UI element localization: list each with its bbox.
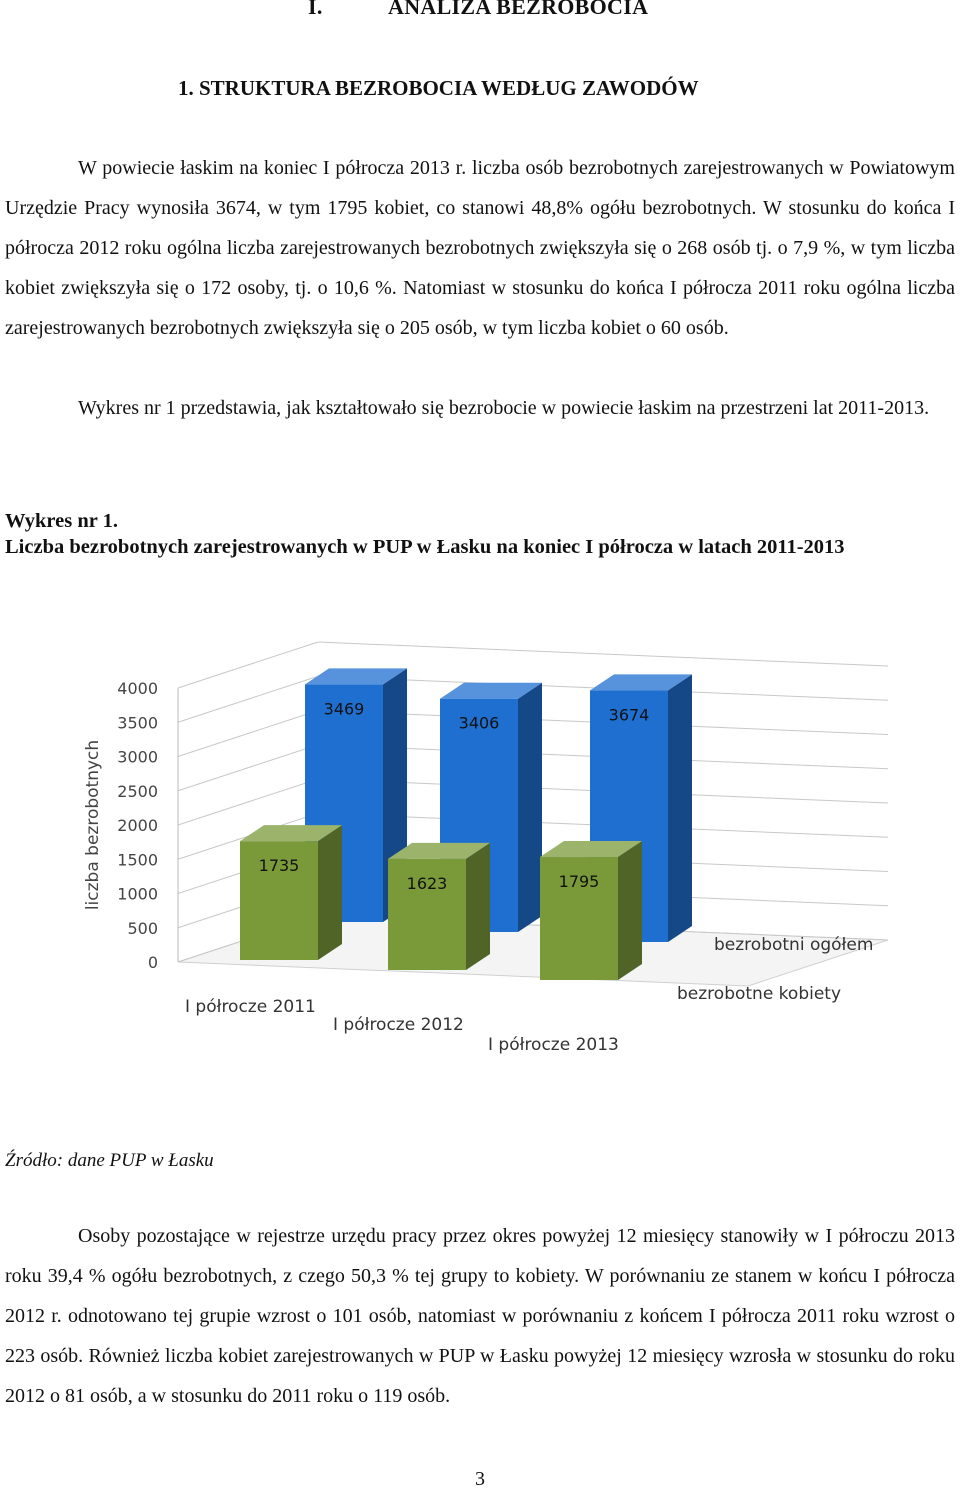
y-tick-label: 3000	[117, 747, 158, 767]
y-tick-label: 500	[127, 918, 158, 938]
y-axis-label: liczba bezrobotnych	[83, 739, 103, 911]
paragraph-long-term-text: Osoby pozostające w rejestrze urzędu pracy przez okres powyżej 12 miesięcy stanowiły w I półroczu 2013 roku 39,4 % ogółu bezrobotnych, z czego 50,3 % tej grupy to kobiety. W porównaniu ze stanem w końcu I półrocza 2012 r. odnotowano tej grupie wzrost o 101 osób, natomiast w porównaniu z końcem I półrocza 2011 roku wzrost o 223 osób. Również liczba kobiet zarejestrowanych w PUP w Łasku powyżej 12 miesięcy wzrosła w stosunku do roku 2012 o 81 osób, a w stosunku do 2011 roku o 119 osób.	[5, 1225, 955, 1407]
gridline-side	[178, 642, 318, 688]
gridline-side	[178, 779, 318, 825]
subsection-heading: 1. STRUKTURA BEZROBOCIA WEDŁUG ZAWODÓW	[178, 76, 699, 100]
paragraph-intro-text: W powiecie łaskim na koniec I półrocza 2013 r. liczba osób bezrobotnych zarejestrowanych w Powiatowym Urzędzie Pracy wynosiła 3674, w tym 1795 kobiet, co stanowi 48,8% ogółu bezrobotnych. W stosunku do końca I półrocza 2012 roku ogólna liczba zarejestrowanych bezrobotnych zwiększyła się o 268 osób tj. o 7,9 %, w tym liczba kobiet zwiększyła się o 172 osoby, tj. o 10,6 %. Natomiast w stosunku do końca I półrocza 2011 roku ogólna liczba zarejestrowanych bezrobotnych zwiększyła się o 205 osób, w tym liczba kobiet o 60 osób.	[5, 157, 955, 339]
figure-title: Liczba bezrobotnych zarejestrowanych w PUP w Łasku na koniec I półrocza w latach 2011-2013	[5, 536, 845, 558]
gridline-side	[178, 745, 318, 791]
bar-total-2-side	[668, 674, 692, 942]
gridline-side	[178, 711, 318, 757]
series-label-women: bezrobotne kobiety	[677, 984, 842, 1004]
paragraph-intro	[5, 148, 955, 348]
x-category-label: I półrocze 2011	[185, 997, 316, 1017]
section-heading	[308, 0, 648, 20]
y-tick-label: 4000	[117, 679, 158, 698]
bar-women-1-label: 1623	[406, 873, 448, 893]
bar-total-1-label: 3406	[458, 713, 500, 733]
y-tick-label: 1000	[117, 884, 158, 904]
bar-total-2-label: 3674	[608, 705, 650, 725]
y-tick-label: 2500	[117, 781, 158, 801]
section-number: I.	[308, 0, 323, 19]
bar-total-1-side	[518, 683, 542, 932]
bar-women-2-label: 1795	[558, 872, 600, 892]
series-label-total: bezrobotni ogółem	[714, 935, 874, 955]
paragraph-chart-intro-text: Wykres nr 1 przedstawia, jak kształtowało się bezrobocie w powiecie łaskim na przestrzeni lat 2011-2013.	[78, 397, 930, 419]
bar-women-0-side	[318, 825, 342, 960]
paragraph-chart-intro	[5, 388, 955, 428]
y-tick-label: 1500	[117, 850, 158, 870]
y-tick-label: 2000	[117, 816, 158, 835]
x-category-label: I półrocze 2012	[333, 1015, 464, 1035]
unemployment-chart	[0, 600, 960, 1070]
page-number: 3	[475, 1468, 485, 1490]
gridline	[318, 642, 888, 666]
x-category-label: I półrocze 2013	[488, 1035, 619, 1055]
bar-women-0-label: 1735	[258, 856, 300, 876]
figure-label: Wykres nr 1.	[5, 510, 118, 532]
gridline-side	[178, 676, 318, 722]
bar-total-0-label: 3469	[323, 699, 365, 719]
paragraph-long-term	[5, 1216, 955, 1416]
y-tick-label: 0	[147, 953, 158, 972]
y-tick-label: 3500	[117, 713, 158, 733]
source-note: Źródło: dane PUP w Łasku	[5, 1150, 214, 1171]
bar-women-1-side	[466, 843, 490, 970]
section-title: ANALIZA BEZROBOCIA	[388, 0, 649, 19]
bar-women-2-side	[618, 841, 642, 980]
